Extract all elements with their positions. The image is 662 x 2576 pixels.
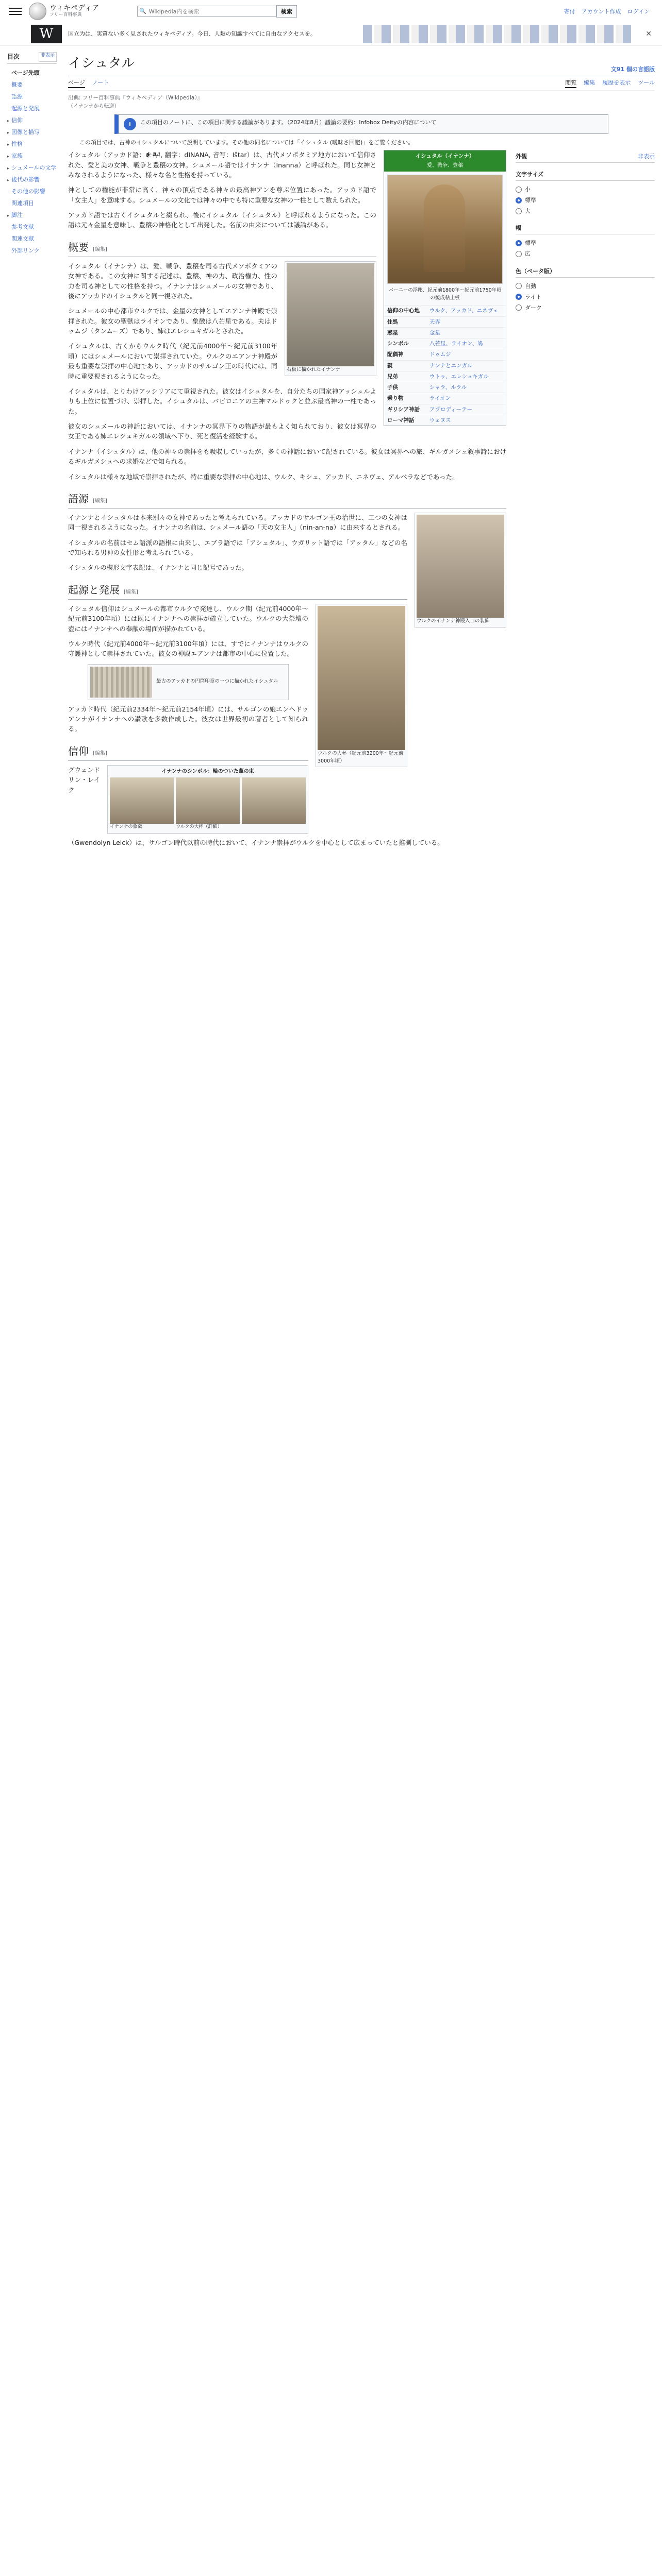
color-option[interactable] bbox=[516, 292, 655, 302]
width-label: 幅 bbox=[516, 224, 655, 234]
text-size-option-label: 大 bbox=[525, 208, 531, 215]
toc-item[interactable] bbox=[7, 150, 57, 162]
toc-item-label: ページ先頭 bbox=[11, 69, 40, 76]
discussion-notice bbox=[114, 114, 608, 134]
page-title: イシュタル bbox=[68, 56, 135, 71]
edit-link[interactable]: [編集] bbox=[93, 246, 107, 252]
intro-paragraph: 神としての権能が非常に高く、神々の頂点である神々の最高神アンを尊ぶ位置にあった。アッカド語で「女主人」を意味する。シュメールの文化では神々の中でも特に重要な女神の一柱として数えられた。 bbox=[68, 186, 376, 204]
infobox-title: イシュタル（イナンナ） bbox=[384, 150, 506, 162]
color-option[interactable] bbox=[516, 302, 655, 313]
radio-icon[interactable] bbox=[516, 283, 522, 289]
color-options bbox=[516, 267, 655, 313]
paragraph: アッカド時代（紀元前2334年～紀元前2154年頃）には、サルゴンの娘エンヘドゥアンナがイナンナへの讃歌を多数作成した。彼女は世界最初の著者として知られる。 bbox=[68, 705, 308, 733]
toggle-icon: ▸ bbox=[7, 213, 10, 218]
search-icon: 🔍 bbox=[139, 8, 146, 15]
toggle-icon: ▸ bbox=[7, 154, 10, 159]
close-icon[interactable]: ✕ bbox=[646, 30, 652, 38]
paragraph: シュメールの中心都市ウルクでは、金星の女神としてエアンナ神殿で崇拝された。彼女の聖獣はライオンであり、象徴は八芒星である。夫はドゥムジ（タンムーズ）であり、姉はエレシュキガルとされた。 bbox=[68, 307, 277, 335]
infobox-row bbox=[384, 382, 506, 393]
gallery-image[interactable] bbox=[110, 777, 174, 824]
toc-item[interactable] bbox=[7, 185, 57, 197]
gallery-caption: イナンナの象徴 bbox=[110, 824, 142, 830]
infobox-row bbox=[384, 349, 506, 360]
language-count: 91 個の言語版 bbox=[616, 66, 655, 73]
tab-tools[interactable]: ツール bbox=[638, 79, 655, 87]
login-link[interactable]: ログイン bbox=[627, 8, 650, 15]
intro-paragraph: イシュタル（アッカド語：𒀭𒈹, 翻字：dINANA, 音写：Ištar）は、古代メソポタミア地方において信仰された、愛と美の女神、戦争と豊穣の女神。シュメール語ではイナンナ（Inanna）と呼ばれた。同じ女神とみなされるようになった、様々な名と性格を持っている。 bbox=[68, 151, 376, 179]
infobox-key: 配偶神 bbox=[384, 349, 426, 360]
toc-item[interactable] bbox=[7, 197, 57, 209]
infobox-row bbox=[384, 327, 506, 338]
edit-link[interactable]: [編集] bbox=[93, 498, 107, 504]
toc-item[interactable] bbox=[7, 221, 57, 233]
tab-history[interactable]: 履歴を表示 bbox=[602, 79, 631, 87]
toc-item[interactable] bbox=[7, 91, 57, 103]
gallery-caption: ウルクの大杯（詳細） bbox=[176, 824, 222, 830]
toc-item[interactable] bbox=[7, 114, 57, 126]
toc-hide-button[interactable]: 非表示 bbox=[39, 52, 57, 62]
infobox-subtitle: 愛、戦争、豊穣 bbox=[384, 162, 506, 172]
main-menu-icon[interactable] bbox=[9, 5, 22, 18]
infobox-row bbox=[384, 306, 506, 316]
infobox-value[interactable]: ドゥムジ bbox=[426, 349, 506, 360]
toc-item-label: 語源 bbox=[11, 93, 23, 100]
edit-link[interactable]: [編集] bbox=[124, 589, 138, 595]
color-option-label: 自動 bbox=[525, 282, 536, 290]
infobox-row bbox=[384, 371, 506, 382]
section-heading bbox=[68, 491, 506, 509]
toc-item-label: 関連文献 bbox=[11, 235, 34, 243]
toc-item[interactable] bbox=[7, 138, 57, 150]
paragraph: ウルク時代（紀元前4000年～紀元前3100年頃）には、すでにイナンナはウルクの守護神として崇拝されていた。彼女の神殿エアンナは都市の中心に位置した。 bbox=[68, 639, 308, 658]
thumbnail-image[interactable] bbox=[318, 606, 405, 750]
inline-figure bbox=[88, 664, 289, 700]
paragraph: グウェンドリン・レイク（Gwendolyn Leick）は、サルゴン時代以前の時代において、イナンナ崇拝がウルクを中心として広まっていたと推測している。 bbox=[68, 766, 444, 847]
infobox-caption: バーニーの浮彫、紀元前1800年～紀元前1750年頃の焼成粘土板 bbox=[388, 287, 502, 301]
toc-list bbox=[7, 67, 57, 257]
toc-item-label: 参考文献 bbox=[11, 224, 34, 231]
gallery-image[interactable] bbox=[176, 777, 240, 824]
redirect-note: （イナンナから転送） bbox=[68, 103, 120, 109]
text-size-option[interactable] bbox=[516, 195, 655, 206]
infobox-row bbox=[384, 415, 506, 426]
tab-edit[interactable]: 編集 bbox=[584, 79, 595, 87]
width-options bbox=[516, 224, 655, 259]
toc-item-label: 後代の影響 bbox=[11, 176, 40, 183]
info-icon: i bbox=[124, 118, 136, 130]
paragraph: 彼女のシュメールの神話においては、イナンナの冥界下りの物語が最もよく知られており、彼女は冥界の女王である姉エレシュキガルの領域へ下り、死と復活を経験する。 bbox=[68, 422, 376, 440]
section-heading bbox=[68, 743, 308, 761]
width-option[interactable] bbox=[516, 248, 655, 259]
toc-item-label: 外部リンク bbox=[11, 247, 40, 255]
text-size-option[interactable] bbox=[516, 184, 655, 195]
infobox-key: シンボル bbox=[384, 338, 426, 349]
logo-title: ウィキペディア bbox=[49, 4, 100, 13]
toggle-icon: ▸ bbox=[7, 142, 10, 147]
toc-item[interactable] bbox=[7, 233, 57, 245]
radio-icon[interactable] bbox=[516, 294, 522, 300]
toc-item-label: 信仰 bbox=[11, 116, 23, 124]
donate-link[interactable]: 寄付 bbox=[564, 8, 575, 15]
toggle-icon: ▸ bbox=[7, 118, 10, 123]
infobox-value[interactable]: アプロディーテー bbox=[426, 404, 506, 415]
infobox-key: 信仰の中心地 bbox=[384, 306, 426, 316]
fund-text: 国立为は、実質ない多く見されたウィキペディア。今日、人類の知識すべてに自由なアクセスを。 bbox=[68, 30, 317, 37]
infobox-value[interactable]: ウルク、アッカド、ニネヴェ bbox=[426, 306, 506, 316]
intro-paragraph: アッカド語では古くイシュタルと綴られ、後にイシュタル（イシュタル）と呼ばれるようになった。この語は元々金星を意味し、豊穣の神格化として出発した。名前の由来については議論がある。 bbox=[68, 211, 376, 229]
infobox-row bbox=[384, 338, 506, 349]
thumbnail bbox=[415, 513, 506, 628]
paragraph: イナンナとイシュタルは本来別々の女神であったと考えられている。アッカドのサルゴン王の治世に、二つの女神は同一視されるようになった。イナンナの名前は、シュメール語の「天の女主人」（nin-an-na）に由来するとされる。 bbox=[68, 513, 407, 532]
appearance-hide-button[interactable]: 非表示 bbox=[638, 153, 655, 160]
infobox-value[interactable]: ウトゥ、エレシュキガル bbox=[426, 371, 506, 382]
toc-item-label: その他の影響 bbox=[11, 188, 45, 195]
paragraph: イシュタルの名前はセム語派の語根に由来し、エブラ語では「アシュタル」、ウガリット語では「アッタル」などの名で知られる男神の女性形と考えられている。 bbox=[68, 538, 407, 557]
paragraph: イシュタルは、とりわけアッシリアにて重視された。彼女はイシュタルを、自分たちの国家神アッシュルよりも上位に位置づけ、崇拝した。イシュタルは、バビロニアの主神マルドゥクと並ぶ最高神の一柱であった。 bbox=[68, 387, 376, 415]
paragraph: イシュタルは、古くからウルク時代（紀元前4000年～紀元前3100年頃）にはシュメールにおいて崇拝されていた。ウルクのエアンナ神殿が最も重要な崇拝の中心地であり、アッカドのサルゴン王の時代には、同時に重要視されるようになった。 bbox=[68, 342, 277, 380]
hatnote: この項目では、古神のイシュタルについて説明しています。その他の同名については「イシュタル (曖昧さ回避)」をご覧ください。 bbox=[79, 139, 414, 146]
width-option[interactable] bbox=[516, 238, 655, 248]
infobox-row bbox=[384, 393, 506, 404]
radio-icon[interactable] bbox=[516, 251, 522, 257]
main-content bbox=[68, 46, 655, 853]
infobox-value[interactable]: ライオン bbox=[426, 393, 506, 404]
toggle-icon: ▸ bbox=[7, 130, 10, 135]
wikipedia-logo[interactable] bbox=[29, 3, 99, 20]
color-option[interactable] bbox=[516, 281, 655, 292]
toc-item[interactable] bbox=[7, 67, 57, 79]
search-bar bbox=[130, 5, 297, 18]
tab-read[interactable]: 閲覧 bbox=[565, 78, 576, 88]
section-title: 信仰 bbox=[68, 744, 89, 757]
infobox-table bbox=[384, 305, 506, 426]
appearance-title: 外観 bbox=[516, 153, 527, 160]
symbol-gallery bbox=[107, 765, 308, 834]
infobox-key: 親 bbox=[384, 360, 426, 371]
search-input[interactable] bbox=[137, 6, 276, 17]
radio-icon[interactable] bbox=[516, 240, 522, 246]
radio-icon[interactable] bbox=[516, 304, 522, 311]
color-label: 色（ベータ版） bbox=[516, 267, 655, 278]
thumbnail-caption: 石板に描かれたイナンナ bbox=[287, 366, 341, 372]
radio-icon[interactable] bbox=[516, 197, 522, 204]
toggle-icon: ▸ bbox=[7, 165, 10, 171]
text-size-label: 文字サイズ bbox=[516, 170, 655, 181]
infobox-key: 住処 bbox=[384, 316, 426, 327]
section-heading bbox=[68, 240, 376, 257]
fundraising-banner bbox=[0, 23, 662, 45]
toc-item-label: 脚注 bbox=[11, 212, 23, 219]
edit-link[interactable]: [編集] bbox=[93, 750, 107, 756]
paragraph: イシュタルは様々な地域で崇拝されたが、特に重要な崇拝の中心地は、ウルク、キシュ、アッカド、ニネヴェ、アルベラなどであった。 bbox=[68, 472, 459, 481]
thumbnail-caption: ウルクの大杯（紀元前3200年～紀元前3000年頃） bbox=[318, 750, 404, 764]
paragraph: イシュタル（イナンナ）は、愛、戦争、豊穣を司る古代メソポタミアの女神である。この女神に関する記述は、豊穣、神の力、政治権力、性の力を司る神としての性格を持つ。イナンナはシュメールの女神であり、後にアッカドのイシュタルと同一視された。 bbox=[68, 262, 277, 300]
logo-subtitle: フリー百科事典 bbox=[49, 12, 82, 18]
infobox-value[interactable]: 金星 bbox=[426, 327, 506, 338]
paragraph: イシュタルの楔形文字表記は、イナンナと同じ記号であった。 bbox=[68, 564, 249, 572]
banner-art bbox=[363, 25, 631, 43]
create-account-link[interactable]: アカウント作成 bbox=[581, 8, 621, 15]
width-option-label: 広 bbox=[525, 250, 531, 258]
thumbnail-caption: ウルクのイナンナ神殿入口の装飾 bbox=[417, 618, 490, 624]
infobox-value[interactable]: 八芒星、ライオン、鳩 bbox=[426, 338, 506, 349]
source-line: 出典: フリー百科事典『ウィキペディア（Wikipedia）』 bbox=[68, 95, 203, 101]
infobox-value[interactable]: ウェヌス bbox=[426, 415, 506, 426]
toggle-icon: ▸ bbox=[7, 178, 10, 183]
thumbnail-image[interactable] bbox=[417, 515, 504, 618]
toc-item-label: 図像と描写 bbox=[11, 128, 40, 135]
radio-icon[interactable] bbox=[516, 208, 522, 214]
infobox-key: 兄弟 bbox=[384, 371, 426, 382]
toc-item-label: 家族 bbox=[11, 152, 23, 159]
toc-sidebar bbox=[7, 46, 57, 853]
cylinder-seal-image[interactable] bbox=[90, 667, 152, 698]
toc-item[interactable] bbox=[7, 209, 57, 221]
infobox-image[interactable] bbox=[387, 175, 503, 284]
toc-item[interactable] bbox=[7, 174, 57, 185]
toc-item[interactable] bbox=[7, 126, 57, 138]
section-heading bbox=[68, 582, 407, 600]
paragraph: イシュタル信仰はシュメールの都市ウルクで発達し、ウルク期（紀元前4000年～紀元前3100年頃）には既にイナンナへの崇拝が確立していた。ウルクの大祭壇の壺にはイナンナへの奉献の場面が描かれている。 bbox=[68, 604, 308, 633]
infobox-key: 乗り物 bbox=[384, 393, 426, 404]
infobox-value[interactable]: 天界 bbox=[426, 316, 506, 327]
toc-item-label: 性格 bbox=[11, 140, 23, 147]
paragraph: イナンナ（イシュタル）は、他の神々の崇拝をも吸収していったが、多くの神話において記されている。彼女は冥界への旅、ギルガメシュ叙事詩におけるギルガメシュへの求婚などで知られる。 bbox=[68, 447, 506, 466]
tab-page[interactable]: ページ bbox=[68, 78, 85, 88]
infobox-row bbox=[384, 316, 506, 327]
infobox-row bbox=[384, 360, 506, 371]
toc-item-label: シュメールの文学 bbox=[11, 164, 57, 171]
infobox bbox=[384, 150, 506, 426]
globe-icon bbox=[29, 3, 46, 20]
toc-item-label: 起源と発展 bbox=[11, 105, 40, 112]
text-size-options bbox=[516, 170, 655, 216]
toc-item[interactable] bbox=[7, 162, 57, 174]
gallery-title: イナンナのシンボル：輪のついた葦の束 bbox=[161, 768, 254, 774]
user-links bbox=[564, 7, 650, 16]
inline-figure-caption: 最古のアッカドの円筒印章の一つに描かれたイシュタル bbox=[156, 679, 278, 685]
thumbnail-image[interactable] bbox=[287, 263, 374, 366]
section-title: 語源 bbox=[68, 492, 89, 505]
appearance-panel bbox=[516, 150, 655, 853]
top-banner bbox=[0, 0, 662, 46]
text-size-option-label: 標準 bbox=[525, 197, 536, 204]
section-title: 起源と発展 bbox=[68, 583, 120, 596]
thumbnail bbox=[316, 604, 407, 767]
toc-item-label: 関連項目 bbox=[11, 200, 34, 207]
language-button[interactable]: 文91 個の言語版 bbox=[610, 66, 655, 73]
gallery-image[interactable] bbox=[242, 777, 306, 824]
toc-title: 目次 bbox=[7, 53, 20, 60]
thumbnail bbox=[285, 261, 376, 376]
infobox-value[interactable]: ナンナとニンガル bbox=[426, 360, 506, 371]
toc-item[interactable] bbox=[7, 103, 57, 114]
color-option-label: ライト bbox=[525, 293, 542, 300]
infobox-key: ギリシア神話 bbox=[384, 404, 426, 415]
infobox-key: 子供 bbox=[384, 382, 426, 393]
width-option-label: 標準 bbox=[525, 240, 536, 247]
infobox-key: 惑星 bbox=[384, 327, 426, 338]
text-size-option-label: 小 bbox=[525, 186, 531, 193]
section-title: 概要 bbox=[68, 241, 89, 253]
notice-text: この項目のノートに、この項目に関する議論があります。（2024年8月）議論の要約：Infobox Deityの内容について bbox=[140, 119, 437, 126]
toc-item-label: 概要 bbox=[11, 81, 23, 88]
search-button[interactable]: 検索 bbox=[276, 5, 297, 18]
header bbox=[0, 0, 662, 23]
infobox-value[interactable]: シャラ、ルラル bbox=[426, 382, 506, 393]
toc-item[interactable] bbox=[7, 245, 57, 257]
color-option-label: ダーク bbox=[525, 304, 542, 311]
fund-logo: W bbox=[31, 25, 62, 43]
infobox-key: ローマ神話 bbox=[384, 415, 426, 426]
tab-talk[interactable]: ノート bbox=[92, 79, 109, 87]
article-body bbox=[68, 150, 506, 853]
text-size-option[interactable] bbox=[516, 206, 655, 216]
page-tabs bbox=[68, 78, 655, 91]
infobox-row bbox=[384, 404, 506, 415]
toc-item[interactable] bbox=[7, 79, 57, 91]
radio-icon[interactable] bbox=[516, 187, 522, 193]
